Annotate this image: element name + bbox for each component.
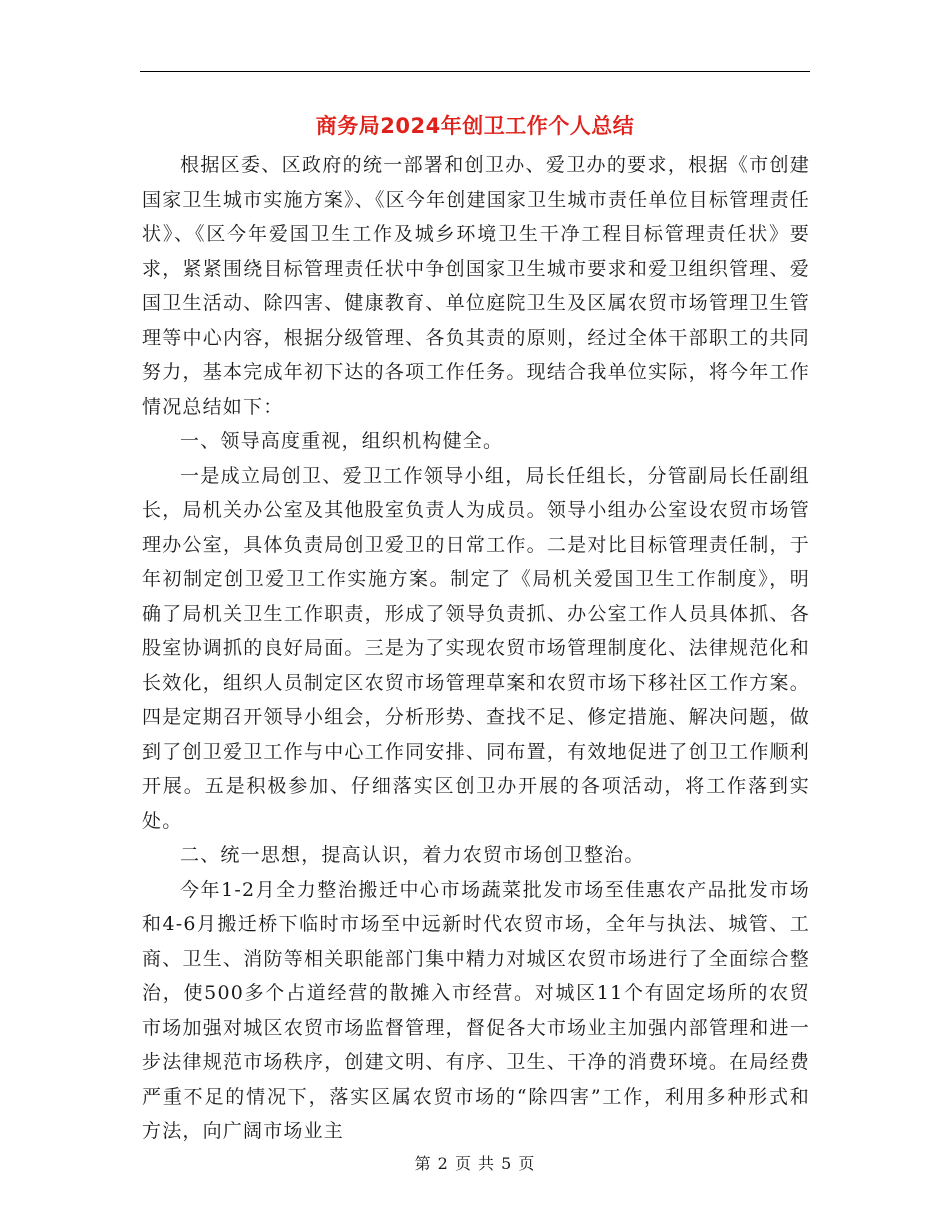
header-rule [140,71,810,72]
section-heading-2: 二、统一思想，提高认识，着力农贸市场创卫整治。 [180,844,645,866]
document-title: 商务局2024年创卫工作个人总结 [315,114,635,138]
document-body [142,148,810,1149]
paragraph-section-1: 一是成立局创卫、爱卫工作领导小组，局长任组长，分管副局长任副组长，局机关办公室及其他股室负责人为成员。领导小组办公室设农贸市场管理办公室，具体负责局创卫爱卫的日常工作。二是对比目标管理责任制，于年初制定创卫爱卫工作实施方案。制定了《局机关爱国卫生工作制度》，明确了局机关卫生工作职责，形成了领导负责抓、办公室工作人员具体抓、各股室协调抓的良好局面。三是为了实现农贸市场管理制度化、法律规范化和长效化，组织人员制定区农贸市场管理草案和农贸市场下移社区工作方案。四是定期召开领导小组会，分析形势、查找不足、修定措施、解决问题，做到了创卫爱卫工作与中心工作同安排、同布置，有效地促进了创卫工作顺利开展。五是积极参加、仔细落实区创卫办开展的各项活动，将工作落到实处。 [142,464,810,832]
section-heading-1: 一、领导高度重视，组织机构健全。 [180,430,504,452]
paragraph-intro: 根据区委、区政府的统一部署和创卫办、爱卫办的要求，根据《市创建国家卫生城市实施方案》、《区今年创建国家卫生城市责任单位目标管理责任状》、《区今年爱国卫生工作及城乡环境卫生干净工程目标管理责任状》要求，紧紧围绕目标管理责任状中争创国家卫生城市要求和爱卫组织管理、爱国卫生活动、除四害、健康教育、单位庭院卫生及区属农贸市场管理卫生管理等中心内容，根据分级管理、各负其责的原则，经过全体干部职工的共同努力，基本完成年初下达的各项工作任务。现结合我单位实际，将今年工作情况总结如下： [142,154,810,418]
page-number-footer: 第 2 页 共 5 页 [414,1154,536,1173]
paragraph-section-2: 今年1-2月全力整治搬迁中心市场蔬菜批发市场至佳惠农产品批发市场和4-6月搬迁桥下临时市场至中远新时代农贸市场，全年与执法、城管、工商、卫生、消防等相关职能部门集中精力对城区农贸市场进行了全面综合整治，使500多个占道经营的散摊入市经营。对城区11个有固定场所的农贸市场加强对城区农贸市场监督管理，督促各大市场业主加强内部管理和进一步法律规范市场秩序，创建文明、有序、卫生、干净的消费环境。在局经费严重不足的情况下，落实区属农贸市场的“除四害”工作，利用多种形式和方法，向广阔市场业主 [142,878,810,1142]
